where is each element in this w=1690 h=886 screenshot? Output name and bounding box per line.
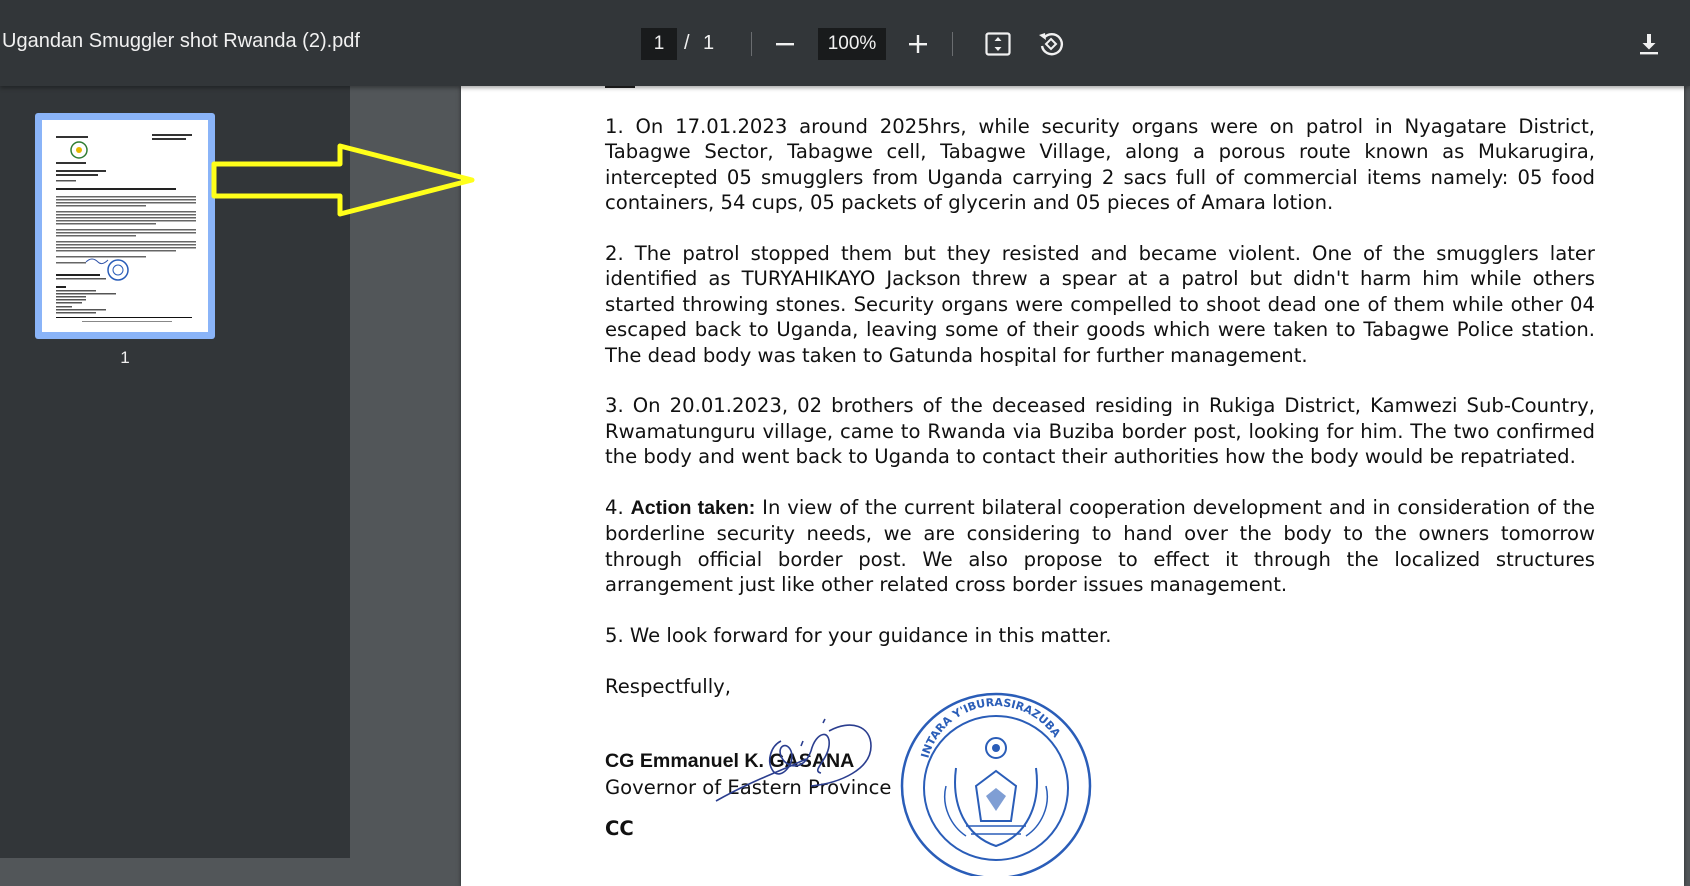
signatory-title: Governor of Eastern Province xyxy=(605,775,892,799)
closing-line: Respectfully, xyxy=(605,674,731,698)
page-thumbnail[interactable] xyxy=(35,113,215,339)
thumbnail-content-image xyxy=(42,120,208,332)
document-title: Ugandan Smuggler shot Rwanda (2).pdf xyxy=(2,30,360,52)
handwritten-signature xyxy=(711,701,881,811)
paragraph-2: 2. The patrol stopped them but they resisted and became violent. One of the smugglers later identified as TURYAHIKAYO Jackson threw a spear at a patrol but didn't harm him while others started throwing stones. Security organs were compelled to shoot dead one of them while other 04 escaped back to Uganda, leaving some of their goods which were taken to Tabagwe Police station. The dead body was taken to Gatunda hospital for further management. xyxy=(605,242,1595,367)
toolbar-divider xyxy=(751,32,752,56)
official-seal-stamp xyxy=(896,676,1096,876)
signatory-name: CG Emmanuel K. GASANA xyxy=(605,750,855,773)
zoom-out-button[interactable] xyxy=(765,24,805,64)
fit-to-page-icon xyxy=(984,30,1012,58)
action-taken-label: Action taken: xyxy=(630,497,756,520)
rotate-icon xyxy=(1036,29,1066,59)
plus-icon xyxy=(907,33,929,55)
page-separator: / xyxy=(684,32,690,54)
document-viewer[interactable] xyxy=(350,86,1690,858)
paragraph-4 xyxy=(605,495,1595,598)
page-top-rule xyxy=(605,86,635,88)
thumbnail-page-number: 1 xyxy=(120,348,130,367)
download-button[interactable] xyxy=(1629,24,1669,64)
minus-icon xyxy=(774,33,796,55)
zoom-level-input[interactable]: 100% xyxy=(818,28,886,60)
total-pages: 1 xyxy=(703,32,715,54)
paragraph-3: 3. On 20.01.2023, 02 brothers of the deceased residing in Rukiga District, Kamwezi Sub-Country, Rwamatunguru village, came to Rwanda via Buziba border post, looking for him. The two confirmed the body and went back to Uganda to contact their authorities how the body would be repatriated. xyxy=(605,394,1595,469)
fit-to-page-button[interactable] xyxy=(978,24,1018,64)
cc-fragment: CC xyxy=(605,817,634,841)
paragraph-5: 5. We look forward for your guidance in this matter. xyxy=(605,624,1112,648)
paragraph-4-text: In view of the current bilateral cooperation development and in consideration of the borderline security needs, we are considering to hand over the body to the owners tomorrow through official border post. We also propose to effect it through the localized structures arrangement just like other related cross border issues management. xyxy=(605,496,1595,597)
svg-text:INTARA Y'IBURASIRAZUBA: INTARA Y'IBURASIRAZUBA xyxy=(918,695,1063,760)
download-icon xyxy=(1637,32,1661,56)
page-number-input[interactable] xyxy=(641,28,677,60)
thumbnail-page-preview xyxy=(42,120,208,332)
pdf-toolbar xyxy=(0,0,1690,86)
pdf-page xyxy=(461,86,1684,886)
toolbar-divider xyxy=(952,32,953,56)
yellow-annotation-arrow-icon xyxy=(210,140,480,230)
paragraph-1: 1. On 17.01.2023 around 2025hrs, while security organs were on patrol in Nyagatare District, Tabagwe Sector, Tabagwe cell, Tabagwe Village, along a porous route known as Mukarugira, intercepted 05 smugglers from Uganda carrying 2 sacs full of commercial items namely: 05 food containers, 54 cups, 05 packets of glycerin and 05 pieces of Amara lotion. xyxy=(605,115,1595,215)
paragraph-4-number: 4. xyxy=(605,496,631,520)
zoom-in-button[interactable] xyxy=(898,24,938,64)
rotate-button[interactable] xyxy=(1031,24,1071,64)
